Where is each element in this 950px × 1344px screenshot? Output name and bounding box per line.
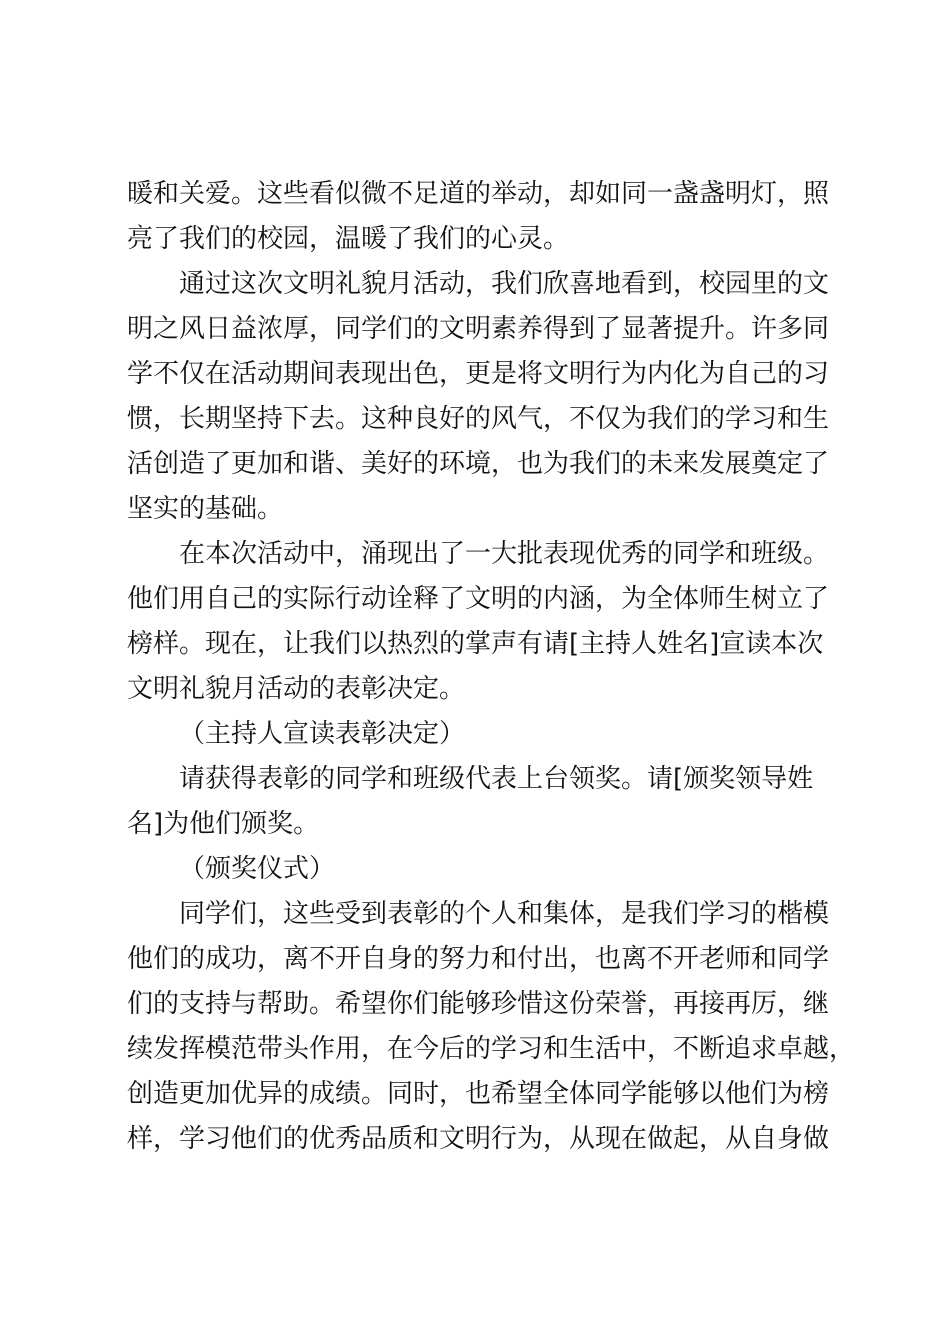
text-line: 暖和关爱。这些看似微不足道的举动，却如同一盏盏明灯，照 <box>127 179 830 209</box>
paragraph-start-line: 同学们，这些受到表彰的个人和集体，是我们学习的楷模 <box>179 899 830 929</box>
text-line: 续发挥模范带头作用，在今后的学习和生活中，不断追求卓越， <box>127 1034 856 1064</box>
text-line: 他们的成功，离不开自身的努力和付出，也离不开老师和同学 <box>127 944 830 974</box>
paragraph-start-line: 通过这次文明礼貌月活动，我们欣喜地看到，校园里的文 <box>179 269 830 299</box>
text-line: 榜样。现在，让我们以热烈的掌声有请[主持人姓名]宣读本次 <box>127 629 824 659</box>
text-line: 亮了我们的校园，温暖了我们的心灵。 <box>127 224 570 254</box>
text-line: 文明礼貌月活动的表彰决定。 <box>127 674 466 704</box>
text-line: 坚实的基础。 <box>127 494 284 524</box>
paragraph-start-line: 在本次活动中，涌现出了一大批表现优秀的同学和班级。 <box>179 539 830 569</box>
text-line: 明之风日益浓厚，同学们的文明素养得到了显著提升。许多同 <box>127 314 830 344</box>
text-line: 活创造了更加和谐、美好的环境，也为我们的未来发展奠定了 <box>127 449 830 479</box>
text-line: 样，学习他们的优秀品质和文明行为，从现在做起，从自身做 <box>127 1124 830 1154</box>
stage-direction-line: （颁奖仪式） <box>179 854 336 884</box>
text-line: 名]为他们颁奖。 <box>127 809 320 839</box>
document-body <box>127 172 856 1162</box>
text-line: 学不仅在活动期间表现出色，更是将文明行为内化为自己的习 <box>127 359 830 389</box>
stage-direction-line: （主持人宣读表彰决定） <box>179 719 466 749</box>
text-line: 创造更加优异的成绩。同时，也希望全体同学能够以他们为榜 <box>127 1079 830 1109</box>
text-line: 们的支持与帮助。希望你们能够珍惜这份荣誉，再接再厉，继 <box>127 989 830 1019</box>
paragraph-start-line: 请获得表彰的同学和班级代表上台领奖。请[颁奖领导姓 <box>179 764 814 794</box>
text-line: 惯，长期坚持下去。这种良好的风气，不仅为我们的学习和生 <box>127 404 830 434</box>
text-line: 他们用自己的实际行动诠释了文明的内涵，为全体师生树立了 <box>127 584 830 614</box>
